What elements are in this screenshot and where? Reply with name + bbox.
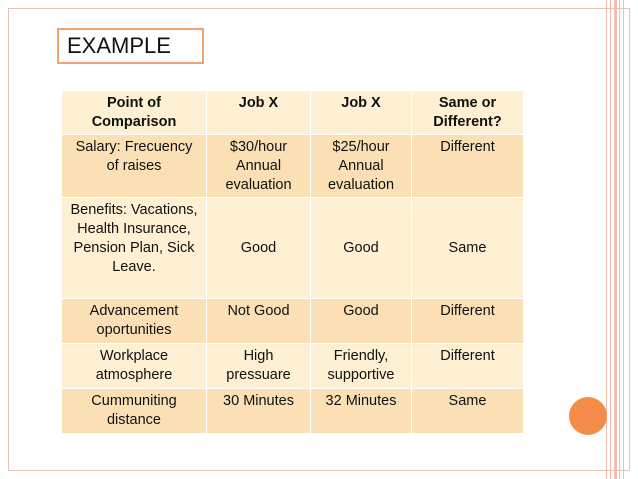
header-point-of-comparison: Point of Comparison — [62, 91, 207, 135]
table-cell: Different — [412, 135, 524, 198]
decorative-stripes — [606, 0, 630, 479]
table-row — [62, 344, 524, 389]
header-job-x-first: Job X — [207, 91, 311, 135]
table-cell: Advancement oportunities — [62, 299, 207, 344]
table-cell: $25/hour Annual evaluation — [311, 135, 412, 198]
table-cell: Not Good — [207, 299, 311, 344]
table-cell: Same — [412, 389, 524, 434]
table-cell: Good — [207, 198, 311, 299]
table-cell: Good — [311, 299, 412, 344]
table-cell: 32 Minutes — [311, 389, 412, 434]
table-cell: Good — [311, 198, 412, 299]
decorative-orange-circle — [569, 397, 607, 435]
table-cell: 30 Minutes — [207, 389, 311, 434]
table-cell: Different — [412, 344, 524, 389]
header-job-x-second: Job X — [311, 91, 412, 135]
table-row — [62, 198, 524, 299]
table-cell: Different — [412, 299, 524, 344]
table-cell: Salary: Frecuency of raises — [62, 135, 207, 198]
slide-title: EXAMPLE — [57, 28, 204, 64]
table-cell: $30/hour Annual evaluation — [207, 135, 311, 198]
table-header-row — [62, 91, 524, 135]
table-cell: Benefits: Vacations, Health Insurance, Pension Plan, Sick Leave. — [62, 198, 207, 299]
table-row — [62, 299, 524, 344]
table-cell: Friendly, supportive — [311, 344, 412, 389]
table-row — [62, 135, 524, 198]
table-cell: Same — [412, 198, 524, 299]
header-same-or-different: Same or Different? — [412, 91, 524, 135]
comparison-table — [61, 90, 524, 434]
table-cell: Workplace atmosphere — [62, 344, 207, 389]
table-row — [62, 389, 524, 434]
table-cell: High pressuare — [207, 344, 311, 389]
table-cell: Cummuniting distance — [62, 389, 207, 434]
